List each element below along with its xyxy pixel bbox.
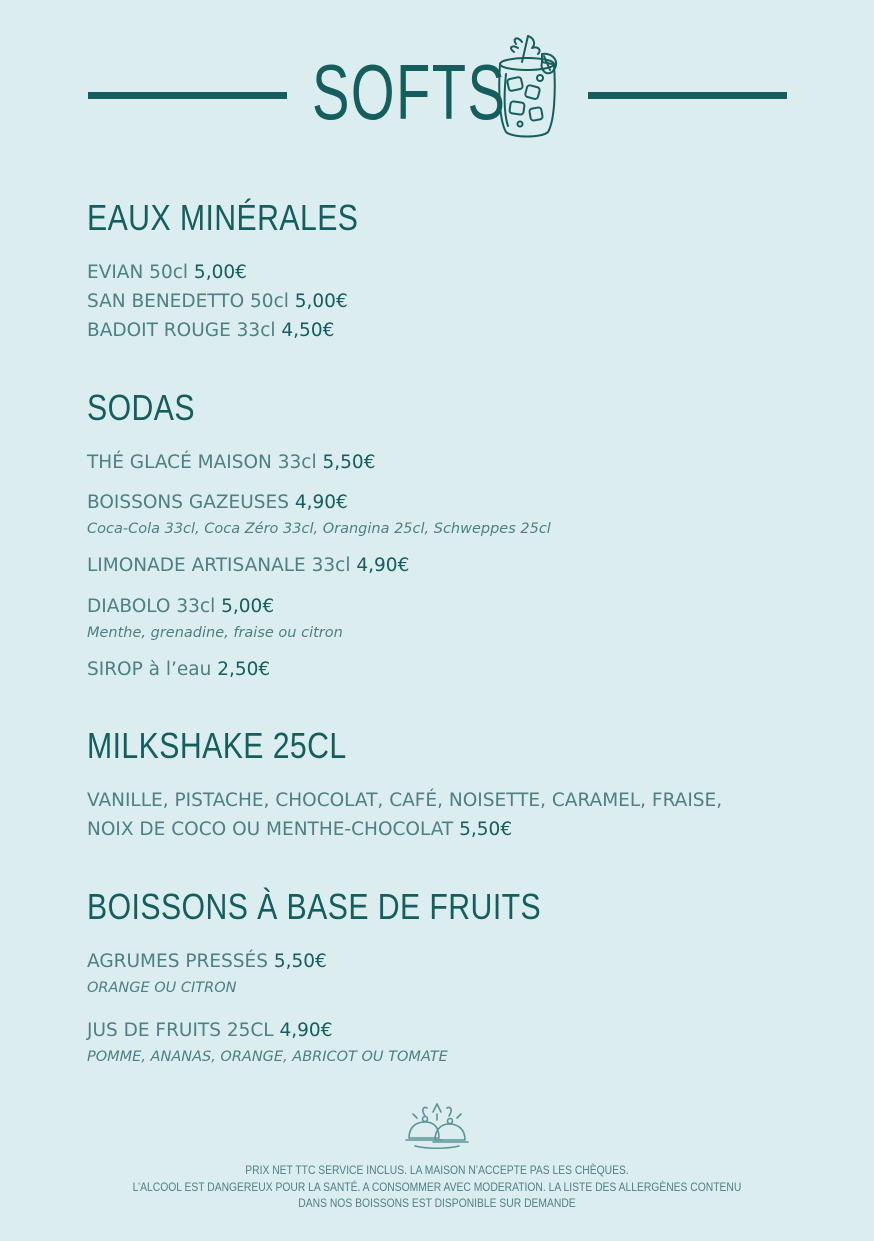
item-description: ORANGE OU CITRON: [87, 980, 237, 996]
item-name: NOIX DE COCO OU MENTHE-CHOCOLAT: [87, 819, 454, 840]
item-price: 5,00€: [193, 262, 247, 283]
item-description: Coca-Cola 33cl, Coca Zéro 33cl, Orangina 25cl, Schweppes 25cl: [87, 521, 551, 537]
item-price: 5,00€: [221, 596, 275, 617]
item-price: 5,50€: [322, 452, 376, 473]
menu-item-san-benedetto: [87, 291, 348, 313]
menu-item-agrumes-presses: [87, 951, 327, 973]
menu-item-limonade: [87, 555, 409, 577]
menu-item-badoit-rouge: [87, 320, 334, 342]
section-title-milkshake: MILKSHAKE 25CL: [87, 725, 347, 766]
menu-item-boissons-gazeuses: [87, 492, 348, 514]
footer-line: PRIX NET TTC SERVICE INCLUS. LA MAISON N’ACCEPTE PAS LES CHÈQUES.: [245, 1163, 629, 1177]
header-rule-left: [88, 92, 287, 99]
page-title: SOFTS: [312, 48, 507, 136]
menu-item-jus-de-fruits: [87, 1020, 332, 1042]
item-price: 2,50€: [217, 659, 271, 680]
item-name: THÉ GLACÉ MAISON 33cl: [87, 452, 317, 473]
item-name: EVIAN 50cl: [87, 262, 194, 283]
item-description: Menthe, grenadine, fraise ou citron: [87, 625, 343, 641]
item-name: DIABOLO 33cl: [87, 596, 216, 617]
item-price: 5,50€: [459, 819, 513, 840]
footer-notice: [0, 1162, 874, 1212]
menu-item-milkshake-flavors: [87, 790, 722, 812]
item-price: 4,90€: [279, 1020, 333, 1041]
section-title-boissons-fruits: BOISSONS À BASE DE FRUITS: [87, 886, 542, 927]
item-description: POMME, ANANAS, ORANGE, ABRICOT OU TOMATE: [87, 1049, 448, 1065]
item-price: 4,50€: [281, 320, 335, 341]
section-title-sodas: SODAS: [87, 387, 195, 428]
menu-item-diabolo: [87, 596, 274, 618]
item-price: 4,90€: [356, 555, 410, 576]
item-name: SIROP à l’eau: [87, 659, 212, 680]
header-rule-right: [588, 92, 787, 99]
item-name: BOISSONS GAZEUSES: [87, 492, 289, 513]
item-name: BADOIT ROUGE 33cl: [87, 320, 276, 341]
item-price: 5,50€: [273, 951, 327, 972]
page-header: [0, 0, 874, 150]
item-name-line: VANILLE, PISTACHE, CHOCOLAT, CAFÉ, NOISETTE, CARAMEL, FRAISE,: [87, 790, 723, 811]
menu-item-evian: [87, 262, 247, 284]
menu-item-sirop: [87, 659, 270, 681]
section-title-eaux-minerales: EAUX MINÉRALES: [87, 197, 359, 238]
item-name: AGRUMES PRESSÉS: [87, 951, 268, 972]
cocktail-glass-icon: [492, 34, 564, 140]
item-price: 4,90€: [294, 492, 348, 513]
bells-icon: [403, 1102, 471, 1150]
footer-line: L’ALCOOL EST DANGEREUX POUR LA SANTÉ. A CONSOMMER AVEC MODERATION. LA LISTE DES ALLERGÈNES CONTENU: [132, 1179, 742, 1194]
footer-line: DANS NOS BOISSONS EST DISPONIBLE SUR DEMANDE: [298, 1196, 576, 1210]
item-name: JUS DE FRUITS 25CL: [87, 1020, 274, 1041]
item-name: SAN BENEDETTO 50cl: [87, 291, 289, 312]
item-name: LIMONADE ARTISANALE 33cl: [87, 555, 351, 576]
menu-item-the-glace: [87, 452, 375, 474]
item-price: 5,00€: [294, 291, 348, 312]
menu-item-milkshake: [87, 819, 512, 841]
